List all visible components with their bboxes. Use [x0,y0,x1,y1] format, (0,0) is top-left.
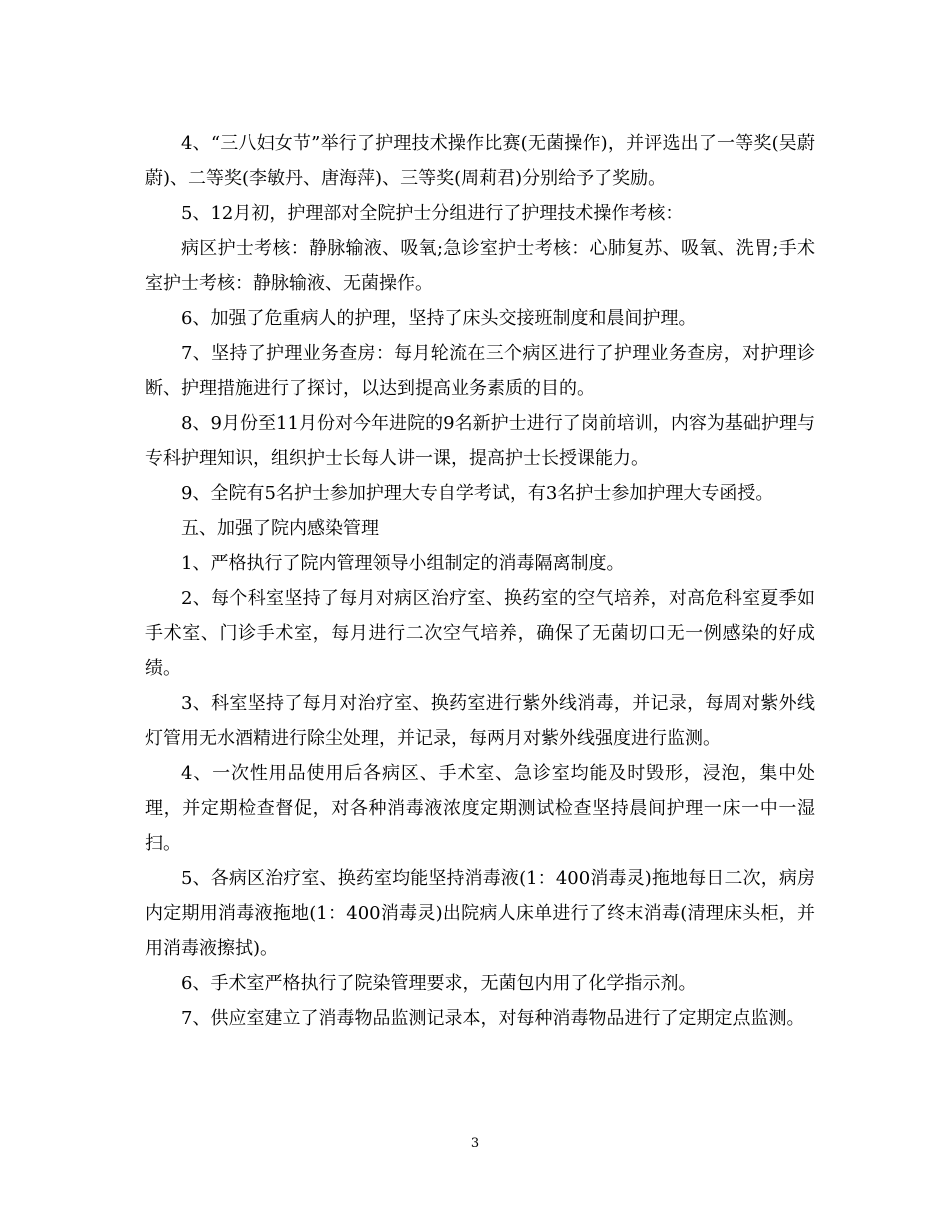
paragraph-further-education: 9、全院有5名护士参加护理大专自学考试，有3名护士参加护理大专函授。 [181,483,774,504]
paragraph-supply-room: 7、供应室建立了消毒物品监测记录本，对每种消毒物品进行了定期定点监测。 [181,1008,805,1029]
paragraph-assessment-items: 病区护士考核：静脉输液、吸氧;急诊室护士考核：心肺复苏、吸氧、洗胃;手术室护士考核：静脉输液、无菌操作。 [145,238,815,294]
paragraph-critical-care: 6、加强了危重病人的护理，坚持了床头交接班制度和晨间护理。 [181,308,697,329]
paragraph-isolation-policy: 1、严格执行了院内管理领导小组制定的消毒隔离制度。 [181,553,625,574]
document-body [145,126,815,1036]
paragraph-air-culture: 2、每个科室坚持了每月对病区治疗室、换药室的空气培养，对高危科室夏季如手术室、门诊手术室，每月进行二次空气培养，确保了无菌切口无一例感染的好成绩。 [145,588,815,679]
paragraph-floor-disinfection: 5、各病区治疗室、换药室均能坚持消毒液(1：400消毒灵)拖地每日二次，病房内定期用消毒液拖地(1：400消毒灵)出院病人床单进行了终末消毒(清理床头柜，并用消毒液擦拭)。 [145,868,815,959]
section-heading-infection-control: 五、加强了院内感染管理 [181,518,379,539]
paragraph-contest-awards: 4、“三八妇女节”举行了护理技术操作比赛(无菌操作)，并评选出了一等奖(吴蔚蔚)、二等奖(李敏丹、唐海萍)、三等奖(周莉君)分别给予了奖励。 [145,133,815,189]
paragraph-ward-rounds: 7、坚持了护理业务查房：每月轮流在三个病区进行了护理业务查房，对护理诊断、护理措施进行了探讨，以达到提高业务素质的目的。 [145,343,815,399]
paragraph-uv-disinfection: 3、科室坚持了每月对治疗室、换药室进行紫外线消毒，并记录，每周对紫外线灯管用无水酒精进行除尘处理，并记录，每两月对紫外线强度进行监测。 [145,693,815,749]
page-number: 3 [470,1136,480,1151]
paragraph-operating-room: 6、手术室严格执行了院染管理要求，无菌包内用了化学指示剂。 [181,973,697,994]
paragraph-disposables: 4、一次性用品使用后各病区、手术室、急诊室均能及时毁形，浸泡，集中处理，并定期检查督促，对各种消毒液浓度定期测试检查坚持晨间护理一床一中一湿扫。 [145,763,815,854]
paragraph-new-nurse-training: 8、9月份至11月份对今年进院的9名新护士进行了岗前培训，内容为基础护理与专科护理知识，组织护士长每人讲一课，提高护士长授课能力。 [145,413,815,469]
paragraph-skill-assessment: 5、12月初，护理部对全院护士分组进行了护理技术操作考核： [181,203,684,224]
